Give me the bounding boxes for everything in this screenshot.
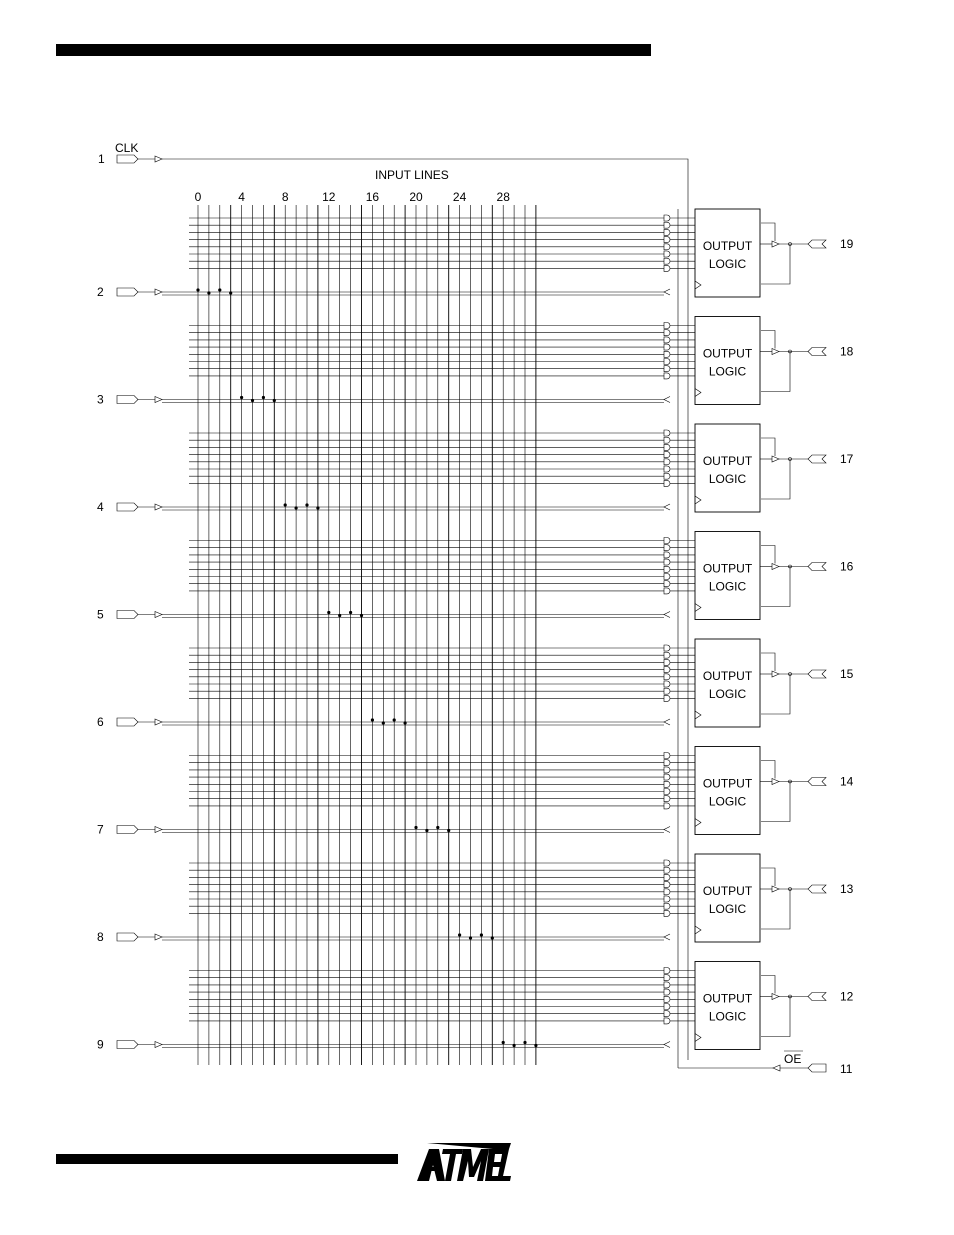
- connection-dot: [458, 933, 461, 936]
- and-gate: [664, 1018, 670, 1024]
- output-logic-label: OUTPUT: [702, 669, 753, 683]
- feedback-buffer: [664, 612, 670, 618]
- output-buffer: [772, 994, 779, 1000]
- output-buffer: [772, 349, 779, 355]
- feedback-buffer: [664, 504, 670, 510]
- and-array-grid: [189, 205, 695, 1068]
- connection-dot: [316, 506, 319, 509]
- connection-dot: [349, 611, 352, 614]
- and-gate: [664, 882, 670, 888]
- column-tick-label: 16: [365, 190, 380, 204]
- input-pin-number: 1: [98, 152, 105, 166]
- enable-wire: [761, 761, 775, 779]
- output-logic-label: LOGIC: [708, 472, 747, 486]
- pin-pad: [117, 933, 138, 941]
- feedback-wire: [761, 674, 790, 714]
- and-gate: [664, 753, 670, 759]
- output-logic-label: LOGIC: [708, 902, 747, 916]
- input-buffer: [155, 719, 162, 725]
- input-pins: [97, 152, 688, 1052]
- pin-pad: [117, 611, 138, 619]
- output-pin-number: 17: [840, 452, 854, 466]
- and-gate: [664, 975, 670, 981]
- output-logic-block: [695, 639, 760, 727]
- and-gate: [664, 645, 670, 651]
- output-logic-label: OUTPUT: [702, 561, 753, 576]
- and-gate: [664, 244, 670, 250]
- output-logic-label: LOGIC: [708, 1009, 747, 1024]
- feedback-wire: [761, 244, 790, 284]
- and-gate: [664, 688, 670, 694]
- pin-pad: [808, 670, 826, 678]
- and-gate: [664, 444, 670, 450]
- and-gate: [664, 1004, 670, 1010]
- and-gate: [664, 803, 670, 809]
- and-gate: [664, 860, 670, 866]
- and-gate: [664, 229, 670, 235]
- pin-pad: [117, 288, 138, 296]
- and-gate: [664, 767, 670, 773]
- feedback-wire: [761, 352, 790, 392]
- column-tick-label: 4: [238, 190, 245, 204]
- and-gate: [664, 473, 670, 479]
- and-gate: [664, 874, 670, 880]
- clock-input: [695, 1034, 701, 1042]
- output-logic-block: [695, 424, 760, 512]
- connection-dot: [534, 1044, 537, 1047]
- connection-dot: [305, 503, 308, 506]
- clock-input: [695, 604, 701, 612]
- clock-input: [695, 496, 701, 504]
- atmel-logo: [413, 1137, 513, 1185]
- feedback-buffer: [664, 289, 670, 295]
- feedback-buffer: [664, 719, 670, 725]
- and-gate: [664, 1011, 670, 1017]
- and-gate: [664, 996, 670, 1002]
- and-gate: [664, 237, 670, 243]
- feedback-wire: [761, 567, 790, 607]
- output-pin-number: 19: [840, 237, 854, 251]
- and-gate: [664, 896, 670, 902]
- output-logic-block: [695, 532, 760, 620]
- feedback-buffer: [664, 397, 670, 403]
- pin-pad: [808, 240, 826, 248]
- connection-dot: [295, 506, 298, 509]
- output-logic-label: OUTPUT: [702, 239, 753, 253]
- pin-pad: [117, 503, 138, 511]
- clock-input: [695, 819, 701, 827]
- input-lines-label: INPUT LINES: [375, 168, 449, 182]
- pin-pad: [808, 348, 826, 356]
- and-gate: [664, 681, 670, 687]
- enable-wire: [761, 438, 775, 456]
- output-logic-label: OUTPUT: [702, 884, 753, 898]
- output-logic-label: LOGIC: [708, 687, 747, 701]
- pin-pad: [808, 778, 826, 786]
- and-gate: [664, 796, 670, 802]
- and-gate: [664, 581, 670, 587]
- input-pin-number: 6: [97, 715, 104, 729]
- and-gate: [664, 337, 670, 343]
- connection-dot: [491, 936, 494, 939]
- column-tick-label: 12: [322, 190, 336, 204]
- input-pin-number: 7: [97, 822, 104, 837]
- pin-pad: [808, 993, 826, 1001]
- output-pin-number: 12: [840, 989, 854, 1004]
- clk-buffer: [155, 156, 162, 162]
- and-gate: [664, 652, 670, 658]
- and-gate: [664, 222, 670, 228]
- oe-pin-number: 11: [840, 1062, 853, 1076]
- connection-dot: [251, 399, 254, 402]
- output-logic-blocks: [695, 209, 854, 1050]
- output-logic-block: [695, 209, 760, 297]
- column-tick-label: 20: [409, 190, 423, 204]
- output-logic-label: OUTPUT: [702, 776, 753, 791]
- output-logic-block: [695, 854, 760, 942]
- output-pin-number: 15: [840, 667, 854, 681]
- output-logic-block: [695, 962, 760, 1050]
- output-buffer: [772, 241, 779, 247]
- and-gate: [664, 437, 670, 443]
- and-gate: [664, 459, 670, 465]
- output-logic-label: OUTPUT: [702, 346, 753, 361]
- output-buffer: [772, 564, 779, 570]
- input-pin-number: 2: [97, 285, 104, 299]
- connection-dot: [229, 291, 232, 294]
- pin-pad: [117, 718, 138, 726]
- and-gate: [664, 910, 670, 916]
- oe-buffer: [773, 1065, 780, 1071]
- output-buffer: [772, 886, 779, 892]
- connection-dot: [480, 933, 483, 936]
- and-gate: [664, 330, 670, 336]
- enable-wire: [761, 653, 775, 671]
- connection-dot: [447, 829, 450, 832]
- feedback-wire: [761, 459, 790, 499]
- connection-dot: [393, 718, 396, 721]
- connection-dot: [414, 826, 417, 829]
- input-buffer: [155, 934, 162, 940]
- feedback-buffer: [664, 1042, 670, 1048]
- output-buffer: [772, 779, 779, 785]
- feedback-buffer: [664, 934, 670, 940]
- pin-pad: [117, 155, 138, 163]
- output-logic-block: [695, 317, 760, 405]
- and-gate: [664, 903, 670, 909]
- and-gate: [664, 552, 670, 558]
- connection-dot: [196, 288, 199, 291]
- pin-pad: [117, 826, 138, 834]
- and-gate: [664, 867, 670, 873]
- connection-dot: [513, 1044, 516, 1047]
- and-gate: [664, 695, 670, 701]
- input-pin-number: 9: [97, 1037, 104, 1052]
- and-gate: [664, 789, 670, 795]
- and-gate: [664, 659, 670, 665]
- and-gate: [664, 344, 670, 350]
- output-pin-number: 14: [840, 774, 854, 789]
- connection-dot: [273, 399, 276, 402]
- and-gate: [664, 480, 670, 486]
- enable-wire: [761, 976, 775, 994]
- enable-wire: [761, 331, 775, 349]
- output-logic-label: LOGIC: [708, 257, 747, 271]
- and-gate: [664, 574, 670, 580]
- clk-label: CLK: [115, 141, 139, 155]
- connection-dot: [338, 614, 341, 617]
- and-gate: [664, 323, 670, 329]
- and-gate: [664, 430, 670, 436]
- output-enable: [678, 1051, 853, 1076]
- connection-dot: [382, 721, 385, 724]
- connection-dot: [523, 1041, 526, 1044]
- output-logic-label: OUTPUT: [702, 991, 753, 1006]
- input-buffer: [155, 289, 162, 295]
- connection-dot: [360, 614, 363, 617]
- and-gate: [664, 674, 670, 680]
- enable-wire: [761, 223, 775, 241]
- and-gate: [664, 545, 670, 551]
- and-gate: [664, 373, 670, 379]
- and-gate: [664, 667, 670, 673]
- and-gate: [664, 359, 670, 365]
- connection-dot: [262, 396, 265, 399]
- output-logic-block: [695, 747, 760, 835]
- output-logic-label: LOGIC: [708, 579, 747, 594]
- clock-input: [695, 281, 701, 289]
- pin-pad: [808, 455, 826, 463]
- input-buffer: [155, 612, 162, 618]
- clock-input: [695, 926, 701, 934]
- feedback-buffer: [664, 827, 670, 833]
- and-gate: [664, 781, 670, 787]
- and-gate: [664, 889, 670, 895]
- clock-input: [695, 711, 701, 719]
- output-buffer: [772, 671, 779, 677]
- connection-dot: [502, 1041, 505, 1044]
- feedback-wire: [761, 889, 790, 929]
- and-gate: [664, 566, 670, 572]
- and-gate: [664, 774, 670, 780]
- output-pin-number: 13: [840, 882, 854, 896]
- feedback-wire: [761, 997, 790, 1037]
- output-logic-label: LOGIC: [708, 794, 747, 809]
- output-buffer: [772, 456, 779, 462]
- column-tick-label: 0: [194, 190, 202, 204]
- clock-input: [695, 389, 701, 397]
- connection-dot: [436, 826, 439, 829]
- column-tick-label: 24: [452, 190, 467, 204]
- and-gate: [664, 760, 670, 766]
- input-pin-number: 5: [97, 607, 104, 622]
- and-gate: [664, 989, 670, 995]
- input-pin-number: 3: [97, 392, 104, 407]
- and-gate: [664, 215, 670, 221]
- and-gate: [664, 351, 670, 357]
- input-buffer: [155, 827, 162, 833]
- connection-dot: [240, 396, 243, 399]
- output-pin-number: 18: [840, 344, 854, 359]
- and-gate: [664, 968, 670, 974]
- and-gate: [664, 466, 670, 472]
- connection-dot: [207, 291, 210, 294]
- and-gate: [664, 366, 670, 372]
- output-logic-label: LOGIC: [708, 364, 747, 379]
- feedback-wire: [761, 782, 790, 822]
- pin-pad: [117, 1041, 138, 1049]
- enable-wire: [761, 868, 775, 886]
- and-gate: [664, 452, 670, 458]
- pin-pad: [808, 563, 826, 571]
- output-logic-label: OUTPUT: [702, 454, 753, 468]
- pin-pad: [808, 1064, 826, 1072]
- connection-dot: [371, 718, 374, 721]
- input-pin-number: 4: [97, 500, 104, 514]
- input-buffer: [155, 504, 162, 510]
- connection-dot: [469, 936, 472, 939]
- input-pin-number: 8: [97, 930, 104, 944]
- footer-rule: [56, 1154, 398, 1164]
- and-gate: [664, 251, 670, 257]
- oe-label: OE: [784, 1052, 802, 1066]
- column-tick-label: 28: [496, 190, 510, 204]
- enable-wire: [761, 546, 775, 564]
- input-buffer: [155, 397, 162, 403]
- connection-dot: [327, 611, 330, 614]
- column-tick-labels: [195, 190, 511, 204]
- pin-pad: [808, 885, 826, 893]
- and-gate: [664, 265, 670, 271]
- connection-dot: [284, 503, 287, 506]
- and-gate: [664, 559, 670, 565]
- column-tick-label: 8: [281, 190, 289, 204]
- connection-dot: [404, 721, 407, 724]
- and-gate: [664, 588, 670, 594]
- connection-dot: [218, 288, 221, 291]
- and-gate: [664, 538, 670, 544]
- and-gate: [664, 258, 670, 264]
- pin-pad: [117, 396, 138, 404]
- and-gate: [664, 982, 670, 988]
- output-pin-number: 16: [840, 559, 854, 574]
- connection-dot: [425, 829, 428, 832]
- input-buffer: [155, 1042, 162, 1048]
